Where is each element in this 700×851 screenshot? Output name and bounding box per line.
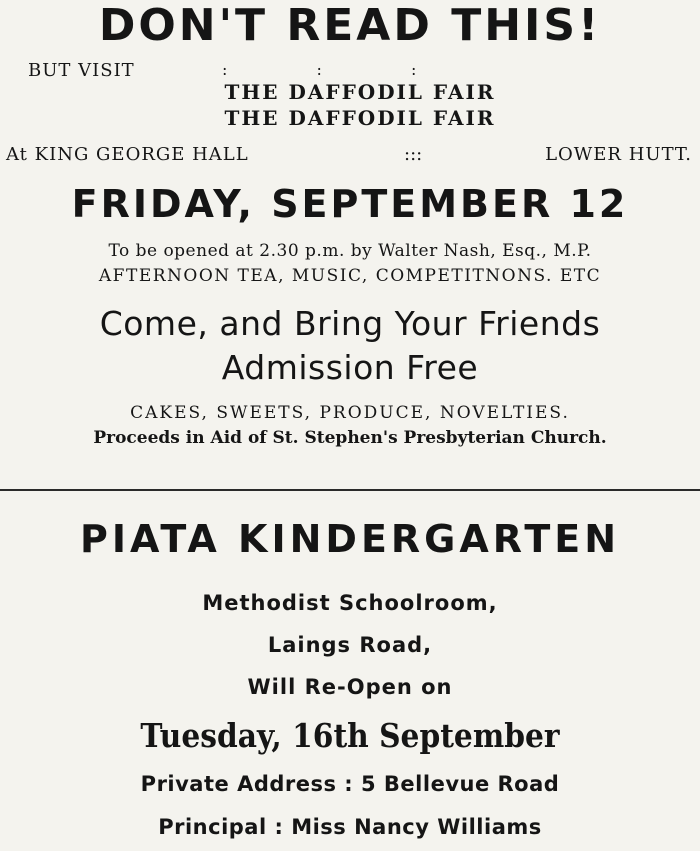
kindergarten-address: Private Address : 5 Bellevue Road: [140, 772, 560, 796]
fair-date: FRIDAY, SEPTEMBER 12: [71, 182, 629, 226]
colon-ornament: : : :: [222, 60, 459, 79]
fair-name-line-2: THE DAFFODIL FAIR: [224, 106, 496, 130]
kindergarten-location-2: Laings Road,: [267, 633, 433, 657]
kindergarten-notice: Will Re-Open on: [247, 675, 453, 699]
fair-headline: DON'T READ THIS!: [98, 0, 602, 51]
fair-attractions: AFTERNOON TEA, MUSIC, COMPETITNONS. ETC: [98, 266, 602, 286]
kindergarten-principal: Principal : Miss Nancy Williams: [158, 815, 542, 839]
but-visit-text: BUT VISIT: [28, 60, 135, 81]
kindergarten-date: Tuesday, 16th September: [140, 716, 560, 755]
fair-proceeds: Proceeds in Aid of St. Stephen's Presbyterian Church.: [93, 428, 607, 448]
kindergarten-location-1: Methodist Schoolroom,: [202, 591, 498, 615]
fair-slogan: Come, and Bring Your Friends: [99, 304, 601, 343]
venue-separator: :::: [404, 144, 423, 165]
kindergarten-headline: PIATA KINDERGARTEN: [79, 517, 621, 561]
fair-town: LOWER HUTT.: [545, 144, 692, 165]
fair-venue: At KING GEORGE HALL: [6, 144, 249, 165]
fair-opened-by: To be opened at 2.30 p.m. by Walter Nash, Esq., M.P.: [108, 241, 592, 261]
fair-admission: Admission Free: [221, 348, 479, 387]
fair-name-line-1: THE DAFFODIL FAIR: [224, 80, 496, 104]
fair-stalls: CAKES, SWEETS, PRODUCE, NOVELTIES.: [130, 403, 570, 423]
ad-divider: [0, 489, 700, 491]
